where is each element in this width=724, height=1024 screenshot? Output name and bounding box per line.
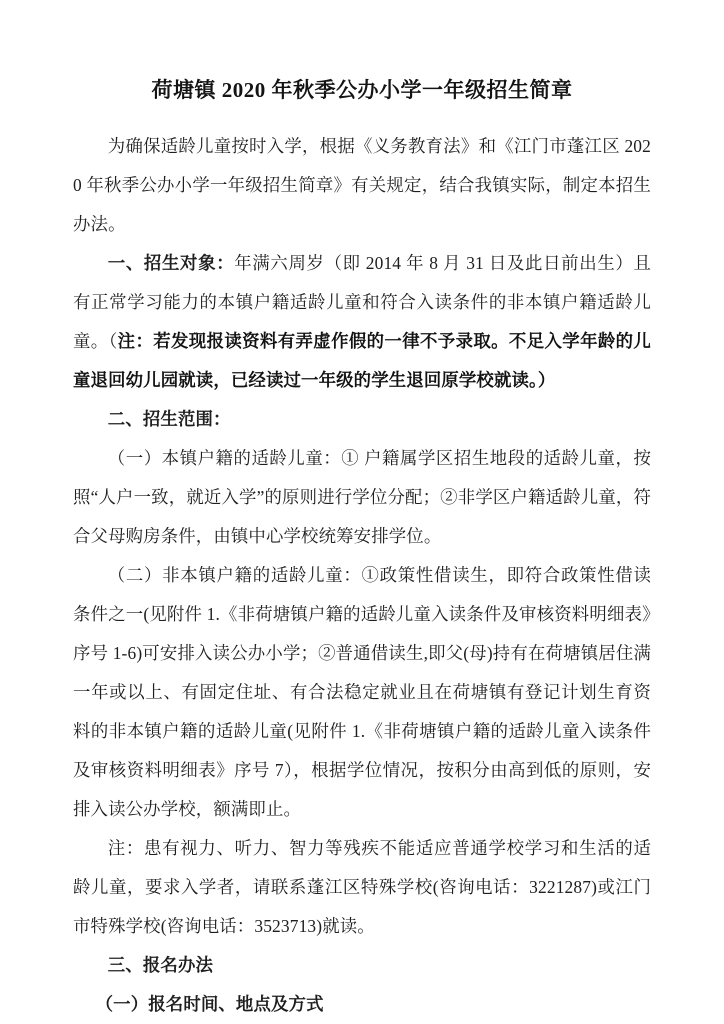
paragraph-item-one: （一）本镇户籍的适龄儿童：① 户籍属学区招生地段的适龄儿童，按照“人户一致，就近入学”的原则进行学位分配；②非学区户籍适龄儿童，符合父母购房条件，由镇中心学校统筹安排学位。 — [73, 448, 651, 547]
heading-section-three: 三、报名办法 — [107, 955, 214, 976]
paragraph-note: 注：患有视力、听力、智力等残疾不能适应普通学校学习和生活的适龄儿童，要求入学者，请联系蓬江区特殊学校(咨询电话：3221287)或江门市特殊学校(咨询电话：3523713)就读。 — [73, 838, 651, 937]
section-one-body-bold: 注：若发现报读资料有弄虚作假的一律不予录取。不足入学年龄的儿童退回幼儿园就读，已经读过一年级的学生退回原学校就读。） — [73, 331, 651, 391]
page-title: 荷塘镇 2020 年秋季公办小学一年级招生简章 — [151, 78, 573, 102]
paragraph-item-two: （二）非本镇户籍的适龄儿童：①政策性借读生，即符合政策性借读条件之一(见附件 1.《非荷塘镇户籍的适龄儿童入读条件及审核资料明细表》序号 1-6)可安排入读公办小学；②普通借读生,即父(母)持有在荷塘镇居住满一年或以上、有固定住址、有合法稳定就业且在荷塘镇有登记计划生育资料的非本镇户籍的适龄儿童(见附件 1.《非荷塘镇户籍的适龄儿童入读条件及审核资料明细表》序号 7），根据学位情况，按积分由高到低的原则，安排入读公办学校，额满即止。 — [73, 565, 651, 820]
section-one-lead: 一、招生对象： — [107, 253, 235, 274]
document-body — [73, 0, 651, 1024]
paragraph-preamble: 为确保适龄儿童按时入学，根据《义务教育法》和《江门市蓬江区 2020 年秋季公办小学一年级招生简章》有关规定，结合我镇实际，制定本招生办法。 — [73, 136, 651, 235]
section-three-block — [73, 946, 651, 1024]
heading-section-two: 二、招生范围： — [107, 409, 231, 430]
paragraph-section-one — [73, 244, 651, 400]
section-three-item-one: （一）报名时间、地点及方式 — [95, 994, 324, 1015]
section-one-body-regular: 年满六周岁（即 2014 年 8 月 31 日及此日前出生）且有正常学习能力的本镇户籍适龄儿童和符合入读条件的非本镇户籍适龄儿童。（ — [73, 253, 651, 352]
